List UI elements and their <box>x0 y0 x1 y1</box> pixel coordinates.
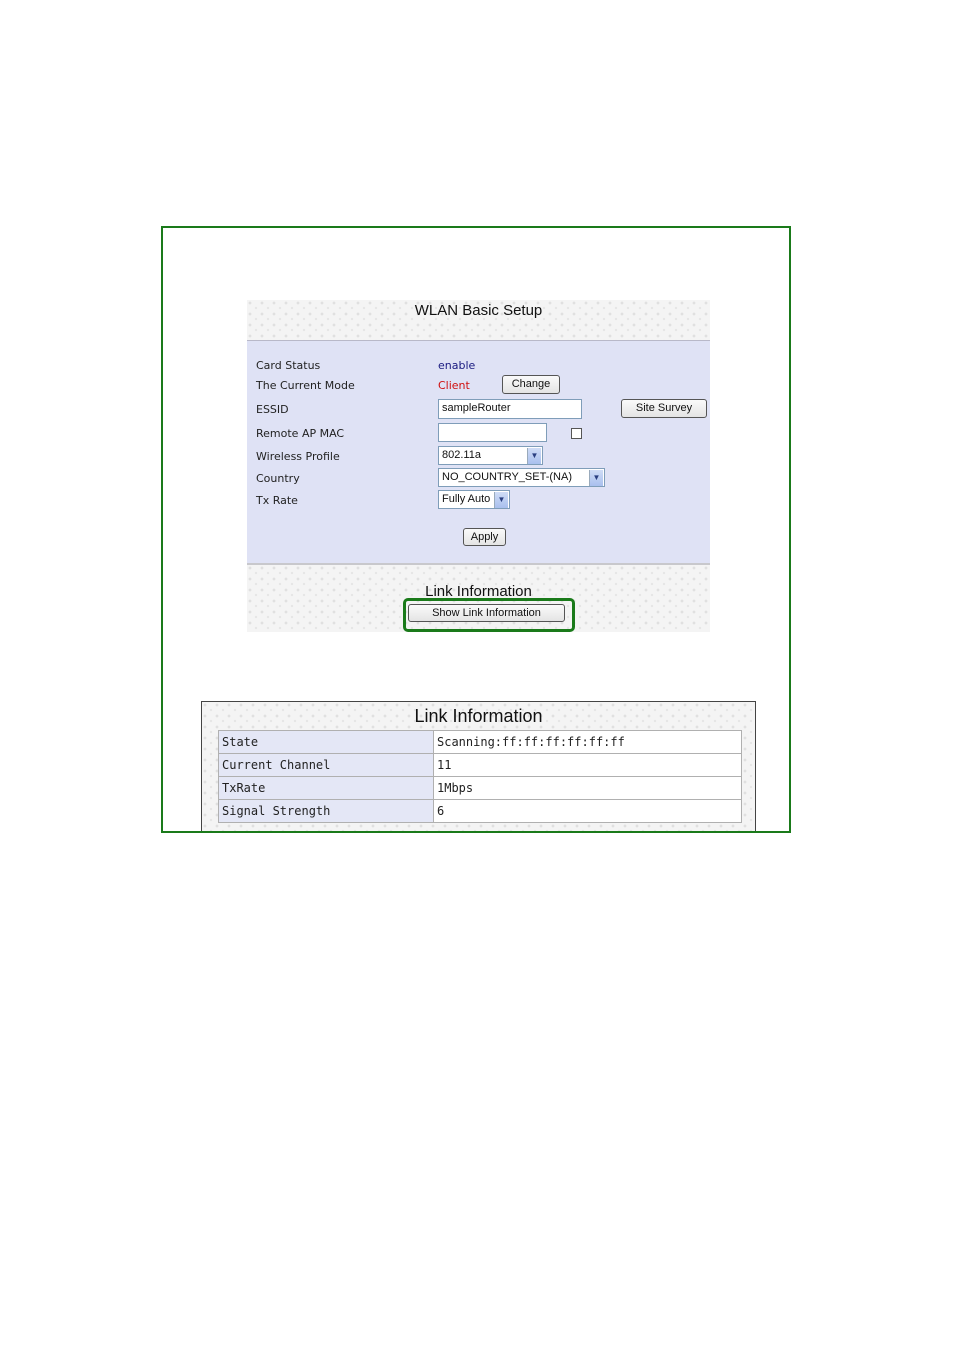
essid-input[interactable]: sampleRouter <box>438 399 582 419</box>
wlan-setup-title: WLAN Basic Setup <box>414 302 543 319</box>
table-row <box>219 800 742 823</box>
country-label: Country <box>256 472 300 485</box>
wireless-profile-label: Wireless Profile <box>256 450 340 463</box>
chevron-down-icon: ▼ <box>527 448 541 464</box>
wlan-basic-setup-panel <box>247 300 710 632</box>
essid-label: ESSID <box>256 403 289 416</box>
wlan-setup-header <box>247 300 710 340</box>
link-information-window <box>201 701 756 833</box>
table-cell-key: State <box>219 731 434 754</box>
table-row <box>219 777 742 800</box>
chevron-down-icon: ▼ <box>589 470 603 486</box>
change-mode-button[interactable]: Change <box>502 375 560 394</box>
table-cell-value: 1Mbps <box>434 777 742 800</box>
screenshot-frame <box>161 226 791 833</box>
remote-ap-mac-checkbox[interactable] <box>571 428 582 439</box>
table-row <box>219 754 742 777</box>
card-status-label: Card Status <box>256 359 321 372</box>
tx-rate-label: Tx Rate <box>256 494 298 507</box>
table-cell-key: TxRate <box>219 777 434 800</box>
current-mode-value: Client <box>438 379 470 392</box>
table-cell-key: Signal Strength <box>219 800 434 823</box>
wireless-profile-value: 802.11a <box>442 449 481 461</box>
tx-rate-value: Fully Auto <box>442 493 491 505</box>
wlan-setup-form <box>247 340 710 564</box>
card-status-value: enable <box>438 359 476 372</box>
chevron-down-icon: ▼ <box>494 492 508 508</box>
table-cell-value: Scanning:ff:ff:ff:ff:ff:ff <box>434 731 742 754</box>
link-information-window-title: Link Information <box>414 706 543 726</box>
table-cell-key: Current Channel <box>219 754 434 777</box>
wireless-profile-select[interactable] <box>438 446 543 465</box>
table-cell-value: 11 <box>434 754 742 777</box>
link-information-title: Link Information <box>425 583 532 600</box>
table-row <box>219 731 742 754</box>
site-survey-button[interactable]: Site Survey <box>621 399 707 418</box>
apply-button[interactable]: Apply <box>463 528 506 546</box>
country-select[interactable] <box>438 468 605 487</box>
button-highlight-outline <box>403 598 575 632</box>
remote-ap-mac-label: Remote AP MAC <box>256 427 345 440</box>
table-cell-value: 6 <box>434 800 742 823</box>
remote-ap-mac-input[interactable] <box>438 423 547 442</box>
country-value: NO_COUNTRY_SET-(NA) <box>442 471 572 483</box>
tx-rate-select[interactable] <box>438 490 510 509</box>
link-information-table <box>218 730 742 823</box>
show-link-information-button[interactable]: Show Link Information <box>408 604 565 622</box>
current-mode-label: The Current Mode <box>256 379 355 392</box>
